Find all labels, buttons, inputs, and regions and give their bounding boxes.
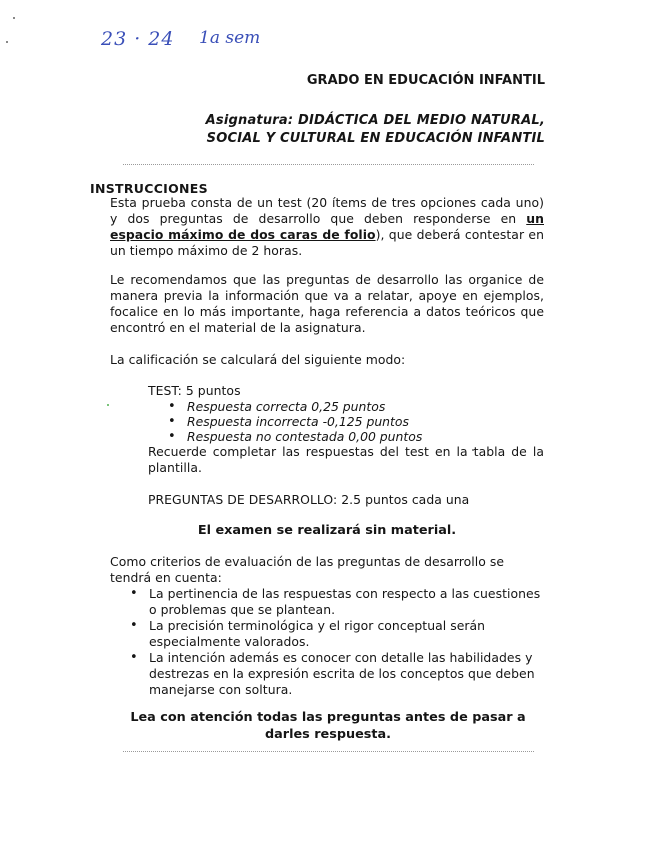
p1-emphasis: un espacio máximo de dos caras de folio [110,211,544,242]
criteria-list [110,586,544,698]
instructions-paragraph-1 [110,195,544,259]
scoring-item: • Respuesta incorrecta -0,125 puntos [148,414,544,429]
subject-prefix: Asignatura: [205,113,294,128]
subject-name-line2: SOCIAL Y CULTURAL EN EDUCACIÓN INFANTIL [206,131,545,146]
degree-title: GRADO EN EDUCACIÓN INFANTIL [306,73,545,88]
scan-speck [13,17,15,19]
subject-name-line1: DIDÁCTICA DEL MEDIO NATURAL, [298,113,545,128]
scan-speck [6,41,8,43]
test-scoring-list [148,399,544,444]
scoring-item: • Respuesta correcta 0,25 puntos [148,399,544,414]
grading-intro: La calificación se calculará del siguiente modo: [110,352,406,367]
subject-title [25,112,545,148]
template-reminder: Recuerde completar las respuestas del test en la tabla de la plantilla. [148,444,544,475]
handwritten-note: 1a sem [199,28,261,48]
header-divider [123,164,534,165]
criteria-item: • La intención además es conocer con detalle las habilidades y destrezas en la expresión escrita de los conceptos que deben manejarse con soltura. [110,650,544,698]
closing-notice: Lea con atención todas las preguntas antes de pasar a darles respuesta. [130,710,526,742]
scoring-item: • Respuesta no contestada 0,00 puntos [148,429,544,444]
no-material-notice: El examen se realizará sin material. [197,523,457,538]
p1-text: Esta prueba consta de un test (20 ítems de tres opciones cada uno) y dos preguntas de desarrollo que deben responderse en [110,195,544,226]
criteria-intro: Como criterios de evaluación de las preguntas de desarrollo se tendrá en cuenta: [110,554,505,585]
footer-divider [123,751,534,752]
handwritten-code: 23 · 24 [101,28,175,50]
criteria-item: • La precisión terminológica y el rigor conceptual serán especialmente valorados. [110,618,544,650]
development-score: PREGUNTAS DE DESARROLLO: 2.5 puntos cada una [148,492,470,507]
test-score: TEST: 5 puntos [148,383,241,398]
p1-text-end: ), que deberá contestar en un tiempo máximo de 2 horas. [110,227,544,258]
scan-speck [107,404,109,406]
criteria-item: • La pertinencia de las respuestas con respecto a las cuestiones o problemas que se plantean. [110,586,544,618]
instructions-heading: INSTRUCCIONES [90,181,208,196]
instructions-paragraph-2: Le recomendamos que las preguntas de desarrollo las organice de manera previa la información que va a relatar, apoye en ejemplos, focalice en lo más importante, haga referencia a datos teóricos que encontró en el material de la asignatura. [110,272,544,335]
